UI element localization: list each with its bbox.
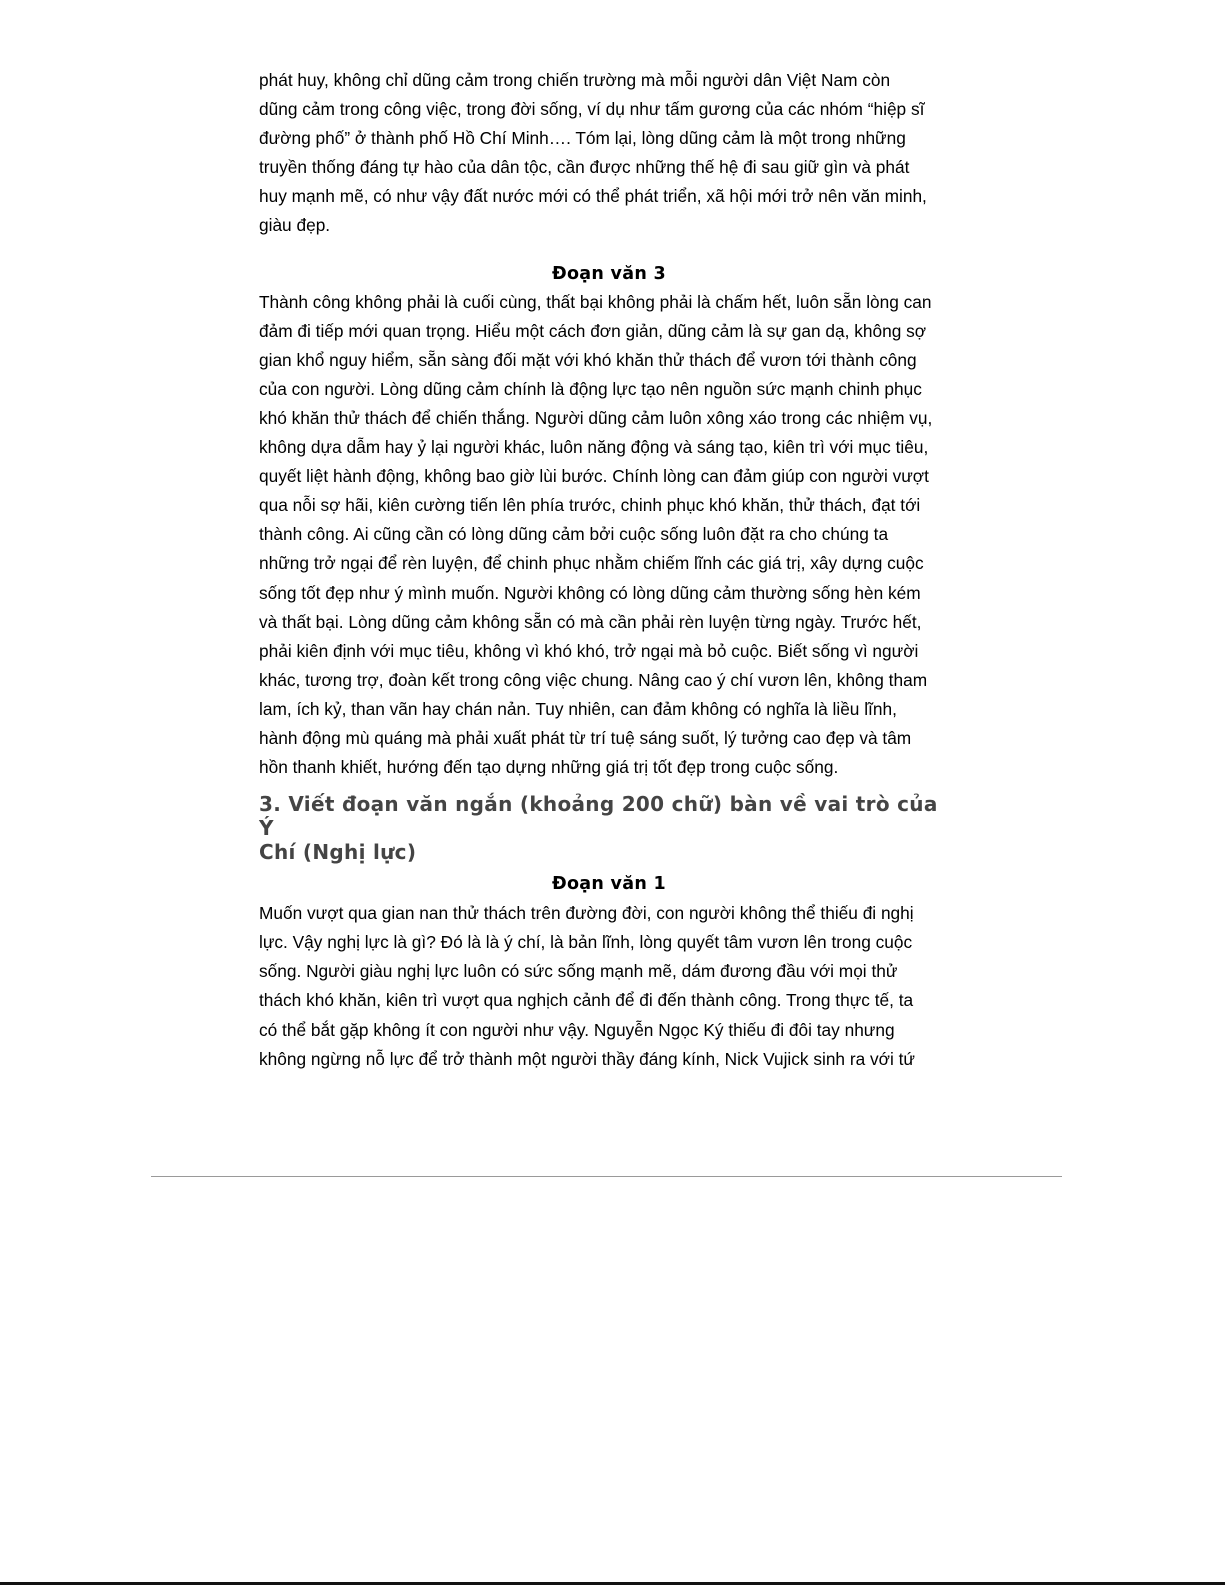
text-line: phát huy, không chỉ dũng cảm trong chiến trường mà mỗi người dân Việt Nam còn [259,70,891,90]
section-heading-line: Chí (Nghị lực) [259,840,417,865]
text-line: lam, ích kỷ, than vãn hay chán nản. Tuy nhiên, can đảm không có nghĩa là liều lĩnh, [259,698,897,719]
text-line: khác, tương trợ, đoàn kết trong công việc chung. Nâng cao ý chí vươn lên, không tham [259,669,928,690]
page-content [259,66,959,1074]
paragraph-top [259,66,959,241]
text-line: Muốn vượt qua gian nan thử thách trên đường đời, con người không thể thiếu đi nghị [259,903,914,924]
paragraph-doan-van-3 [259,288,959,783]
text-line: gian khổ nguy hiểm, sẵn sàng đối mặt với khó khăn thử thách để vươn tới thành công [259,349,917,370]
text-line: quyết liệt hành động, không bao giờ lùi bước. Chính lòng can đảm giúp con người vượt [259,466,929,487]
page-divider [151,1176,1062,1177]
section-heading-line: 3. Viết đoạn văn ngắn (khoảng 200 chữ) bàn về vai trò của Ý [259,792,938,841]
text-line: thách khó khăn, kiên trì vượt qua nghịch cảnh để đi đến thành công. Trong thực tế, ta [259,990,914,1011]
text-line: không dựa dẫm hay ỷ lại người khác, luôn năng động và sáng tạo, kiên trì với mục tiêu, [259,437,929,458]
section-heading-3 [259,792,959,864]
text-line: Thành công không phải là cuối cùng, thất bại không phải là chấm hết, luôn sẵn lòng can [259,291,932,312]
subheading-doan-van-1: Đoạn văn 1 [552,874,666,895]
text-line: qua nỗi sợ hãi, kiên cường tiến lên phía trước, chinh phục khó khăn, thử thách, đạt tới [259,495,921,516]
text-line: hành động mù quáng mà phải xuất phát từ trí tuệ sáng suốt, lý tưởng cao đẹp và tâm [259,727,912,748]
text-line: lực. Vậy nghị lực là gì? Đó là là ý chí, là bản lĩnh, lòng quyết tâm vươn lên trong cuộc [259,932,913,953]
text-line: đường phố” ở thành phố Hồ Chí Minh…. Tóm lại, lòng dũng cảm là một trong những [259,128,906,149]
text-line: dũng cảm trong công việc, trong đời sống, ví dụ như tấm gương của các nhóm “hiệp sĩ [259,99,925,120]
text-line: hồn thanh khiết, hướng đến tạo dựng những giá trị tốt đẹp trong cuộc sống. [259,757,839,778]
text-line: của con người. Lòng dũng cảm chính là động lực tạo nên nguồn sức mạnh chinh phục [259,378,922,399]
text-line: không ngừng nỗ lực để trở thành một người thầy đáng kính, Nick Vujick sinh ra với tứ [259,1048,915,1069]
paragraph-doan-van-1 [259,899,959,1074]
text-line: có thể bắt gặp không ít con người như vậy. Nguyễn Ngọc Ký thiếu đi đôi tay nhưng [259,1019,895,1040]
text-line: phải kiên định với mục tiêu, không vì khó khó, trở ngại mà bỏ cuộc. Biết sống vì người [259,640,919,661]
text-line: huy mạnh mẽ, có như vậy đất nước mới có thể phát triển, xã hội mới trở nên văn minh, [259,186,927,207]
text-line: khó khăn thử thách để chiến thắng. Người dũng cảm luôn xông xáo trong các nhiệm vụ, [259,407,933,428]
subheading-doan-van-3: Đoạn văn 3 [552,263,666,284]
text-line: sống. Người giàu nghị lực luôn có sức sống mạnh mẽ, dám đương đầu với mọi thử [259,961,898,982]
text-line: và thất bại. Lòng dũng cảm không sẵn có mà cần phải rèn luyện từng ngày. Trước hết, [259,611,922,632]
text-line: giàu đẹp. [259,215,331,236]
text-line: những trở ngại để rèn luyện, để chinh phục nhằm chiếm lĩnh các giá trị, xây dựng cuộc [259,553,924,574]
text-line: thành công. Ai cũng cần có lòng dũng cảm bởi cuộc sống luôn đặt ra cho chúng ta [259,524,889,545]
text-line: đảm đi tiếp mới quan trọng. Hiểu một cách đơn giản, dũng cảm là sự gan dạ, không sợ [259,320,927,341]
text-line: truyền thống đáng tự hào của dân tộc, cần được những thế hệ đi sau giữ gìn và phát [259,157,910,178]
text-line: sống tốt đẹp như ý mình muốn. Người không có lòng dũng cảm thường sống hèn kém [259,582,921,603]
